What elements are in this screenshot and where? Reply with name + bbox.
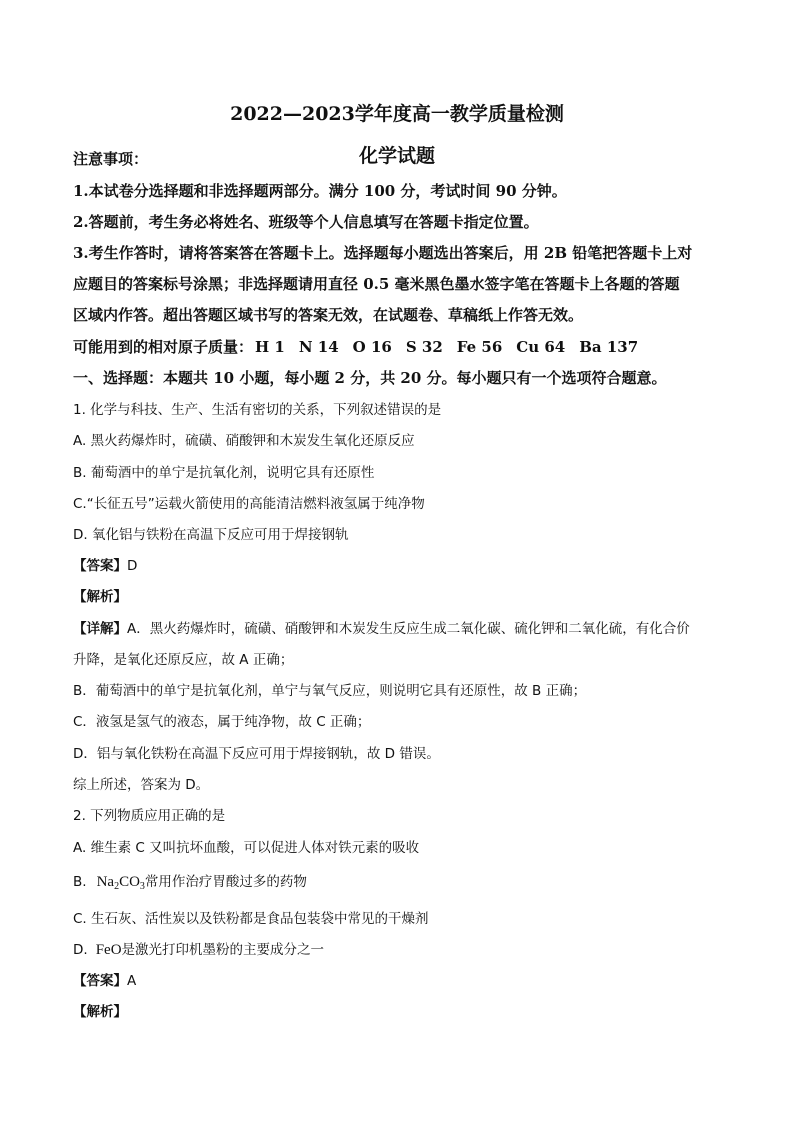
note-item-3-cont-1: 应题目的答案标号涂黑；非选择题请用直径 0.5 毫米黑色墨水签字笔在答题卡上各题的答题 bbox=[73, 275, 680, 293]
note-item-3-cont-2: 区域内作答。超出答题区域书写的答案无效，在试题卷、草稿纸上作答无效。 bbox=[73, 306, 584, 324]
q1-option-d: D. 氧化铝与铁粉在高温下反应可用于焊接钢轨 bbox=[73, 527, 349, 543]
q1-detail-line-2: 升降，是氧化还原反应，故 A 正确； bbox=[73, 652, 294, 668]
q1-detail-line-5: D．铝与氧化铁粉在高温下反应可用于焊接钢轨，故 D 错误。 bbox=[73, 746, 440, 762]
q1-detail-line-1 bbox=[73, 620, 690, 638]
note-item-2: 2.答题前，考生务必将姓名、班级等个人信息填写在答题卡指定位置。 bbox=[73, 213, 539, 231]
atomic-mass-fe: Fe 56 bbox=[456, 338, 503, 356]
q1-summary: 综上所述，答案为 D。 bbox=[73, 777, 210, 793]
q2-answer bbox=[73, 972, 136, 990]
q2-option-b-prefix: B. bbox=[73, 874, 87, 890]
atomic-mass-s: S 32 bbox=[405, 338, 443, 356]
atomic-mass-n: N 14 bbox=[298, 338, 339, 356]
q2-option-d-prefix: D. bbox=[73, 942, 88, 958]
notes-heading: 注意事项： bbox=[73, 150, 149, 168]
note-item-3: 3.考生作答时，请将答案答在答题卡上。选择题每小题选出答案后，用 2B 铅笔把答题卡上对 bbox=[73, 244, 693, 262]
atomic-mass-cu: Cu 64 bbox=[516, 338, 566, 356]
q2-stem: 2. 下列物质应用正确的是 bbox=[73, 808, 226, 824]
q1-option-c: C.“长征五号”运载火箭使用的高能清洁燃料液氢属于纯净物 bbox=[73, 496, 425, 512]
q2-analysis-label: 【解析】 bbox=[73, 1004, 127, 1020]
formula-co: CO bbox=[119, 874, 140, 890]
q2-option-c: C. 生石灰、活性炭以及铁粉都是食品包装袋中常见的干燥剂 bbox=[73, 911, 429, 927]
atomic-mass-label: 可能用到的相对原子质量： bbox=[73, 338, 254, 356]
q2-answer-value: A bbox=[127, 973, 137, 989]
q1-option-a: A. 黑火药爆炸时，硫磺、硝酸钾和木炭发生氧化还原反应 bbox=[73, 433, 415, 449]
formula-sub-2: 2 bbox=[114, 881, 120, 892]
q2-option-d bbox=[73, 941, 324, 959]
q1-detail-text-1: A．黑火药爆炸时，硫磺、硝酸钾和木炭发生反应生成二氧化碳、硫化钾和二氧化硫，有化合价 bbox=[127, 621, 690, 637]
q1-detail-line-3: B．葡萄酒中的单宁是抗氧化剂，单宁与氧气反应，则说明它具有还原性，故 B 正确； bbox=[73, 683, 587, 699]
atomic-mass-o: O 16 bbox=[352, 338, 392, 356]
exam-subtitle: 化学试题 bbox=[358, 145, 435, 167]
section1-heading: 一、选择题：本题共 10 小题，每小题 2 分，共 20 分。每小题只有一个选项符合题意。 bbox=[73, 369, 667, 387]
q2-option-d-text: 是激光打印机墨粉的主要成分之一 bbox=[121, 942, 325, 958]
q1-answer bbox=[73, 557, 137, 575]
q2-answer-label: 【答案】 bbox=[73, 973, 127, 989]
q1-analysis-label: 【解析】 bbox=[73, 589, 127, 605]
formula-na: Na bbox=[96, 874, 115, 890]
atomic-mass-line bbox=[73, 338, 652, 356]
note-item-1: 1.本试卷分选择题和非选择题两部分。满分 100 分，考试时间 90 分钟。 bbox=[73, 182, 567, 200]
q2-option-b-formula bbox=[97, 874, 145, 890]
q1-stem: 1. 化学与科技、生产、生活有密切的关系，下列叙述错误的是 bbox=[73, 402, 442, 418]
q2-option-a: A. 维生素 C 又叫抗坏血酸，可以促进人体对铁元素的吸收 bbox=[73, 840, 420, 856]
q1-detail-label: 【详解】 bbox=[73, 621, 127, 637]
atomic-mass-h: H 1 bbox=[255, 338, 285, 356]
exam-title: 2022—2023学年度高一教学质量检测 bbox=[230, 103, 564, 125]
q2-option-b-text: 常用作治疗胃酸过多的药物 bbox=[144, 874, 307, 890]
q2-option-b bbox=[73, 873, 307, 891]
q2-option-d-formula: FeO bbox=[95, 942, 122, 958]
formula-sub-3: 3 bbox=[139, 881, 145, 892]
atomic-mass-ba: Ba 137 bbox=[579, 338, 639, 356]
q1-option-b: B. 葡萄酒中的单宁是抗氧化剂，说明它具有还原性 bbox=[73, 465, 375, 481]
q1-answer-label: 【答案】 bbox=[73, 558, 127, 574]
q1-detail-line-4: C．液氢是氢气的液态，属于纯净物，故 C 正确； bbox=[73, 714, 371, 730]
q1-answer-value: D bbox=[127, 558, 138, 574]
